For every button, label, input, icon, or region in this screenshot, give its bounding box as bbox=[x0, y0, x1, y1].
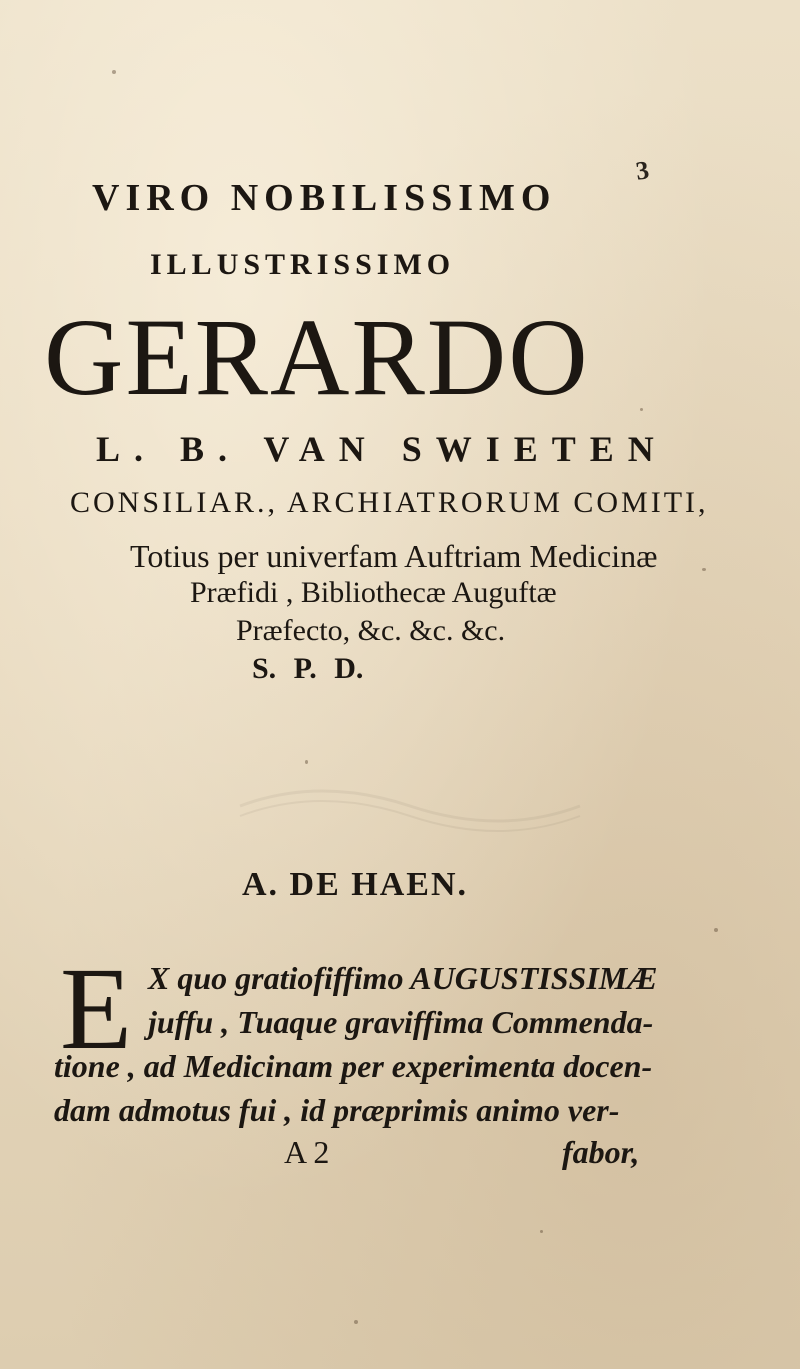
catchword: fabor, bbox=[562, 1134, 640, 1170]
paper-speck bbox=[714, 928, 718, 932]
dedication-line-praefidi: Præfidi , Bibliothecæ Auguftæ bbox=[190, 576, 557, 609]
dedication-line-totius: Totius per univerfam Auftriam Medicinæ bbox=[130, 538, 658, 574]
page-number: 3 bbox=[633, 155, 651, 186]
author-signature: A. DE HAEN. bbox=[242, 866, 469, 903]
dedication-salutation: S. P. D. bbox=[252, 652, 364, 685]
paper-speck bbox=[354, 1320, 358, 1324]
paper-speck bbox=[540, 1230, 543, 1233]
letter-line-1: X quo gratiofiffimo AUGUSTISSIMÆ bbox=[148, 960, 658, 996]
dedication-surname: L. B. VAN SWIETEN bbox=[96, 429, 668, 469]
dedication-name: GERARDO bbox=[44, 296, 590, 418]
letter-line-4: dam admotus fui , id præprimis animo ver- bbox=[54, 1092, 620, 1128]
paper-speck bbox=[702, 568, 706, 571]
signature-mark: A 2 bbox=[284, 1134, 330, 1170]
paper-speck bbox=[112, 70, 116, 74]
dedication-viro: VIRO NOBILISSIMO bbox=[92, 177, 557, 219]
show-through-ornament bbox=[230, 776, 590, 836]
paper-speck bbox=[305, 760, 308, 764]
dedication-illustrissimo: ILLUSTRISSIMO bbox=[150, 248, 456, 281]
letter-line-3: tione , ad Medicinam per experimenta docen- bbox=[54, 1048, 653, 1084]
dedication-line-praefecto: Præfecto, &c. &c. &c. bbox=[236, 614, 506, 647]
drop-cap: E bbox=[60, 943, 133, 1074]
dedication-title: CONSILIAR., ARCHIATRORUM COMITI, bbox=[70, 486, 709, 519]
letter-line-2: juffu , Tuaque graviffima Commenda- bbox=[148, 1004, 654, 1040]
paper-speck bbox=[640, 408, 643, 411]
